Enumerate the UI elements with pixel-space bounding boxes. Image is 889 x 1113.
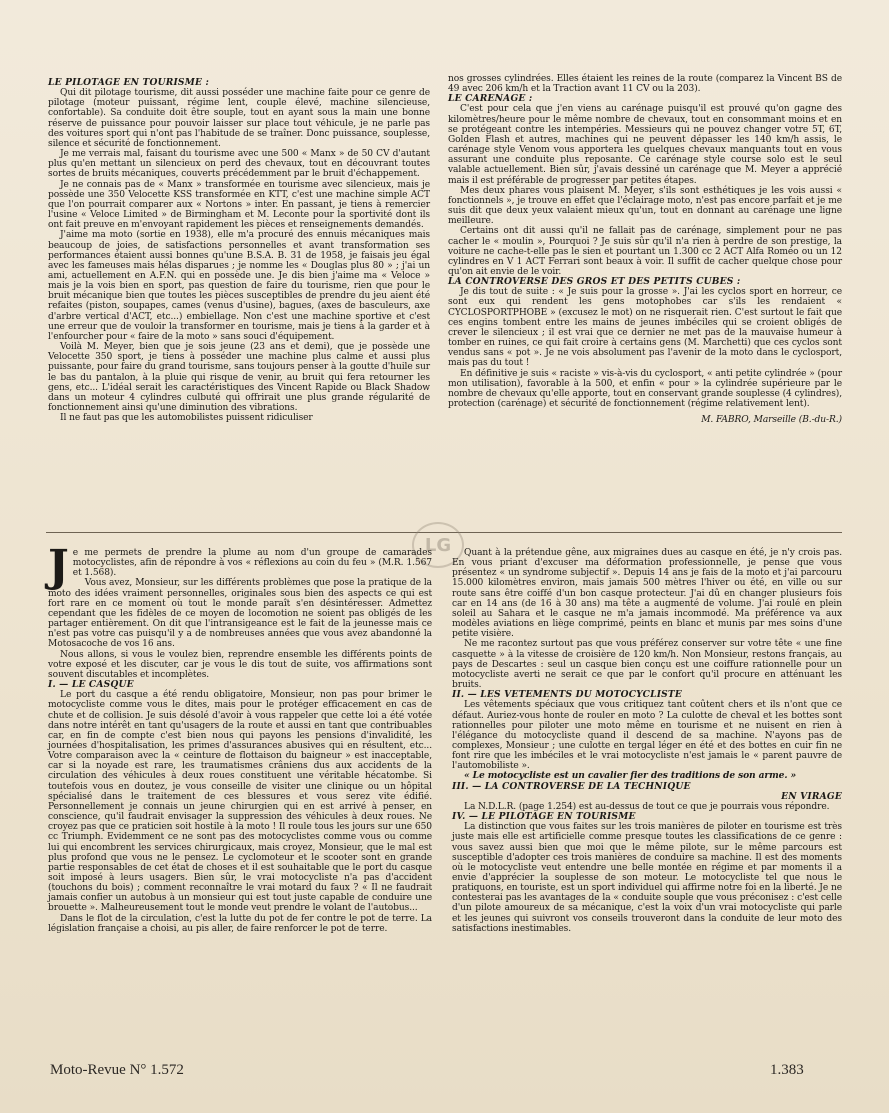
paragraph: Ne me racontez surtout pas que vous préférez conserver sur votre tête « une fine casquette » à la vitesse de croisière de 120 km/h. Non Monsieur, restons français, au pays de Descartes : seul un casque bien conçu est une coiffure rationnelle pour un motocycliste averti ne serait ce que par le confort qu'il procure en atténuant les bruits. xyxy=(452,639,842,691)
paragraph: J'aime ma moto (sortie en 1938), elle m'a procuré des ennuis mécaniques mais beaucoup de joies, de satisfactions personnelles et avant transformation ses performances étaient aussi bonnes qu'une B.S.A. B. 31 de 1958, je faisais jeu égal avec les fameuses mais hélas disparues ; je nomme les « Douglas plus 80 » ; j'ai un ami, actuellement en A.F.N. qui en possède une. Je dis bien j'aime ma « Veloce » mais je la vois bien en sport, pas question de faire du tourisme, rien que pour le bruit mécanique bien que toutes les pièces susceptibles de prendre du jeu aient été refaites (piston, soupapes, cames (venus d'usine), bagues, (axes de basculeurs, axe d'arbre vertical d'ACT, etc...) embiellage. Non c'est une machine sportive et c'est une erreur que de vouloir la transformer en tourisme, mais je tiens à la garder et à l'enfourcher pour « faire de la moto » sans souci d'équipement. xyxy=(48,230,430,342)
section-heading: LA CONTROVERSE DES GROS ET DES PETITS CUBES : xyxy=(448,276,741,288)
paragraph: Quant à la prétendue gêne, aux migraines dues au casque en été, je n'y crois pas. En vous priant d'excuser ma déformation professionnelle, je pense que vous présentez « un syndrome subjectif ». Depuis 14 ans je fais de la moto et j'ai parcouru 15.000 kilomètres environ, mais jamais 500 mètres l'hiver ou été, en ville ou sur route sans être coiffé d'un bon casque protecteur. J'ai dû en changer plusieurs fois car en 14 ans (de 16 à 30 ans) ma tête a augmenté de volume. J'ai roulé en plein soleil au Sahara et le casque ne m'a jamais incommodé. Ma préférence va aux modèles aviations en liège comprimé, peints en blanc et munis par mes soins d'une petite visière. xyxy=(452,548,842,640)
paragraph: Dans le flot de la circulation, c'est la lutte du pot de fer contre le pot de terre. La législation française a choisi, au pis aller, de faire renforcer le pot de terre. xyxy=(48,913,432,934)
paragraph: Vous avez, Monsieur, sur les différents problèmes que pose la pratique de la moto des idées vraiment personnelles, originales sous bien des aspects ce qui est fort rare en ce moment où tout le monde paraît s'en désintéresser. Admettez cependant que les fidèles de ce moyen de locomotion ne soient pas obligés de les partager entièrement. On dit que l'intransigeance est le fait de la jeunesse mais ce n'est pas votre cas puisqu'il y a de nombreuses années que vous avez abandonné la Motosacoche de vos 16 ans. xyxy=(48,578,432,650)
paragraph: Les vêtements spéciaux que vous critiquez tant coûtent chers et ils n'ont que ce défaut. Auriez-vous honte de rouler en moto ? La culotte de cheval et les bottes sont rationnelles pour piloter une moto même en tourisme et ne nuisent en rien à l'élégance du motocycliste quand il descend de sa machine. N'ayons pas de complexes, Monsieur ; une culotte en tergal léger en été et des bottes en cuir fin ne font rire que les imbéciles et le vrai motocycliste n'est jamais le « parent pauvre de l'automobiliste ». xyxy=(452,700,842,772)
paragraph: Je me verrais mal, faisant du tourisme avec une 500 « Manx » de 50 CV d'autant plus qu'en mettant un silencieux on perd des chevaux, tout en découvrant toutes sortes de bruits mécaniques, couverts précédemment par le bruit d'échappement. xyxy=(48,149,430,180)
section-heading: III. — LA CONTROVERSE DE LA TECHNIQUE xyxy=(452,780,691,792)
paragraph: Qui dit pilotage tourisme, dit aussi posséder une machine faite pour ce genre de pilotage (moteur puissant, régime lent, couple élevé, machine silencieuse, confortable). Sa conduite doit être souple, tout en ayant sous la main une bonne réserve de puissance pour pouvoir laisser sur place tout véhicule, je ne parle pas des voitures sport qui n'ont pas l'habitude de se traîner. Donc puissance, souplesse, silence et sécurité de fonctionnement. xyxy=(48,88,430,149)
paragraph: nos grosses cylindrées. Elles étaient les reines de la route (comparez la Vincent BS de 49 avec 206 km/h et la Traction avant 11 CV ou la 203). xyxy=(448,74,842,95)
magazine-issue-footer: Moto-Revue N° 1.572 xyxy=(50,1062,184,1078)
lower-right-column xyxy=(452,548,842,934)
lower-left-column xyxy=(48,541,432,934)
author-signature: M. FABRO, Marseille (B.-du-R.) xyxy=(701,415,842,426)
drop-cap: J xyxy=(48,541,69,592)
paragraph: Je ne connais pas de « Manx » transformée en tourisme avec silencieux, mais je possède une 350 Velocette KSS transformée en KTT, c'est une machine simple ACT que l'on pourrait comparer aux « Nortons » inter. En passant, je tiens à remercier l'usine « Veloce Limited » de Birmingham et M. Leconte pour la sportivité dont ils ont fait preuve en m'envoyant rapidement les pièces et renseignements demandés. xyxy=(48,179,430,231)
upper-left-column xyxy=(48,78,430,423)
paragraph: Certains ont dit aussi qu'il ne fallait pas de carénage, simplement pour ne pas cacher le « moulin », Pourquoi ? Je suis sûr qu'il n'a rien à perdre de son prestige, la voiture ne cache-t-elle pas le sien et pourtant un 1.300 cc 2 ACT Alfa Roméo ou un 12 cylindres en V 1 ACT Ferrari sont beaux à voir. Il suffit de cacher quelque chose pour qu'on ait envie de le voir. xyxy=(448,226,842,277)
watermark-logo: LG xyxy=(412,522,464,568)
section-heading: II. — LES VETEMENTS DU MOTOCYCLISTE xyxy=(452,689,683,701)
paragraph: Le port du casque a été rendu obligatoire, Monsieur, non pas pour brimer le motocycliste comme vous le dites, mais pour le protéger efficacement en cas de chute et de collision. Je suis désolé d'avoir à vous rappeler que cette loi a été votée dans notre intérêt en tant qu'usagers de la route et aussi en tant que contribuables car, en fin de compte c'est bien nous qui payons les pensions d'invalidité, les journées d'hospitalisation, les primes d'assurances abusives qui en résultent, etc... Votre comparaison avec la « ceinture de flottaison du baigneur » est inacceptable, car si la noyade est rare, les traumatismes crâniens dus aux accidents de la circulation des véhicules à deux roues constituent une véritable hécatombe. Si toutefois vous en doutez, je vous conseille de visiter une clinique ou un hôpital spécialisé dans le traitement de ces blessures et vous serez vite édifié. Personnellement je connais un jeune chirurgien qui en est arrivé à penser, en conscience, qu'il faudrait envisager la suppression des véhicules à deux roues. Ne croyez pas que ce praticien soit hostile à la moto ! Il roule tous les jours sur une 650 cc Triumph. Evidemment ce ne sont pas des motocyclistes comme vous ou comme lui qui encombrent les services chirurgicaux, mais croyez, Monsieur, que le mal est plus profond que vous ne le pensez. Le cyclomoteur et le scooter sont en grande partie responsables de cet état de choses et il est souhaitable que le port du casque soit imposé à leurs usagers. Bien sûr, le vrai motocycliste n'a pas d'accident (touchons du bois) ; comment reconnaître le vrai motard du faux ? « Il ne faudrait jamais confier un autobus à un monsieur qui est tout juste capable de conduire une brouette ». Malheureusement tout le monde veut prendre le volant de l'autobus... xyxy=(48,690,432,914)
upper-right-column xyxy=(448,74,842,425)
page-number: 1.383 xyxy=(770,1062,804,1078)
paragraph: C'est pour cela que j'en viens au carénage puisqu'il est prouvé qu'on gagne des kilomètres/heure pour le même nombre de chevaux, tout en consommant moins et en se protégeant contre les intempéries. Messieurs qui ne pouvez changer votre 5T, 6T, Golden Flash et autres, machines qui ne peuvent dépasser les 140 km/h assis, le carénage style Venom vous apportera les quelques chevaux manquants tout en vous assurant une conduite plus reposante. Ce carénage style course solo est le seul valable actuellement. Bien sûr, j'avais dessiné un carénage que M. Meyer a apprécié mais il est préférable de progresser par petites étapes. xyxy=(448,104,842,186)
section-heading-continued: EN VIRAGE xyxy=(781,790,842,802)
section-heading: IV. — LE PILOTAGE EN TOURISME xyxy=(452,811,636,823)
paragraph: Je me permets de prendre la plume au nom d'un groupe de camarades motocyclistes, afin de répondre à vos « réflexions au coin du feu » (M.R. 1.567 et 1.568). xyxy=(48,541,432,592)
paragraph: En définitive je suis « raciste » vis-à-vis du cyclosport, « anti petite cylindrée » (pour mon utilisation), favorable à la 500, et enfin « pour » la cylindrée supérieure par le nombre de chevaux qu'elle apporte, tout en conservant grande souplesse (4 cylindres), protection (carénage) et sécurité de fonctionnement (régime relativement lent). xyxy=(448,368,842,409)
section-heading: LE PILOTAGE EN TOURISME : xyxy=(48,77,210,88)
paragraph: Voilà M. Meyer, bien que je sois jeune (23 ans et demi), que je possède une Velocette 350 sport, je tiens à posséder une machine plus calme et aussi plus puissante, pour faire du grand tourisme, sans toujours penser à la goutte d'huile sur le bas du pantalon, à la pluie qui risque de venir, au bruit qui fera retourner les gens, etc... L'idéal serait les caractéristiques des Vincent Rapide ou Black Shadow dans un moteur 4 cylindres culbuté qui offrirait une plus grande régularité de fonctionnement ainsi qu'une diminution des vibrations. xyxy=(48,342,430,413)
paragraph: Nous allons, si vous le voulez bien, reprendre ensemble les différents points de votre exposé et les discuter, car je vous le dis tout de suite, vos affirmations sont souvent discutables et incomplètes. xyxy=(48,649,432,680)
paragraph: Je dis tout de suite : « Je suis pour la grosse ». J'ai les cyclos sport en horreur, ce sont eux qui rendent les gens motophobes car s'ils les rendaient « CYCLOSPORTPHOBE » (excusez le mot) on ne risquerait rien. C'est surtout le fait que ces engins tombent entre les mains de jeunes imbéciles qui se croient obligés de crever le silencieux ; il est vrai que ce dernier ne met pas de la mauvaise humeur à tomber en ruines, ce qui fait croire à certains gens (M. Marchetti) que ces cyclos sont vendus sans « pot ». Je ne vois absolument pas l'avenir de la moto dans le cyclosport, mais pas du tout ! xyxy=(448,287,842,369)
paragraph: Mes deux phares vous plaisent M. Meyer, s'ils sont esthétiques je les vois aussi « fonctionnels », je trouve en effet que l'éclairage moto, n'est pas encore parfait et je me suis dit que deux yeux valaient mieux qu'un, tout en donnant au carénage une ligne meilleure. xyxy=(448,185,842,227)
section-heading: LE CARENAGE : xyxy=(448,93,533,105)
paragraph: Il ne faut pas que les automobilistes puissent ridiculiser xyxy=(60,413,313,424)
quote: « Le motocycliste est un cavalier fier des traditions de son arme. » xyxy=(464,770,797,782)
section-heading: I. — LE CASQUE xyxy=(48,679,134,691)
paragraph: La N.D.L.R. (page 1.254) est au-dessus de tout ce que je pourrais vous répondre. xyxy=(464,801,830,812)
paragraph: La distinction que vous faites sur les trois manières de piloter en tourisme est très juste mais elle est artificielle comme presque toutes les classifications de ce genre : vous savez aussi bien que moi que le même pilote, sur le même parcours est susceptible d'adopter ces trois manières de conduire sa machine. Il est des moments où le motocycliste veut entendre une belle montée en régime et par moments il a envie d'apprécier la souplesse de son moteur. Le motocycliste tel que nous le pratiquons, en touriste, est un sport individuel qui affirme notre foi en la liberté. Je ne contesterai pas les avantages de la « conduite souple que vous préconisez : c'est celle d'un pilote amoureux de sa mécanique, c'est la voix d'un vrai motocycliste qui parle et les jeunes qui suivront vos conseils trouveront dans la conduite de leur moto des satisfactions inestimables. xyxy=(452,822,842,934)
